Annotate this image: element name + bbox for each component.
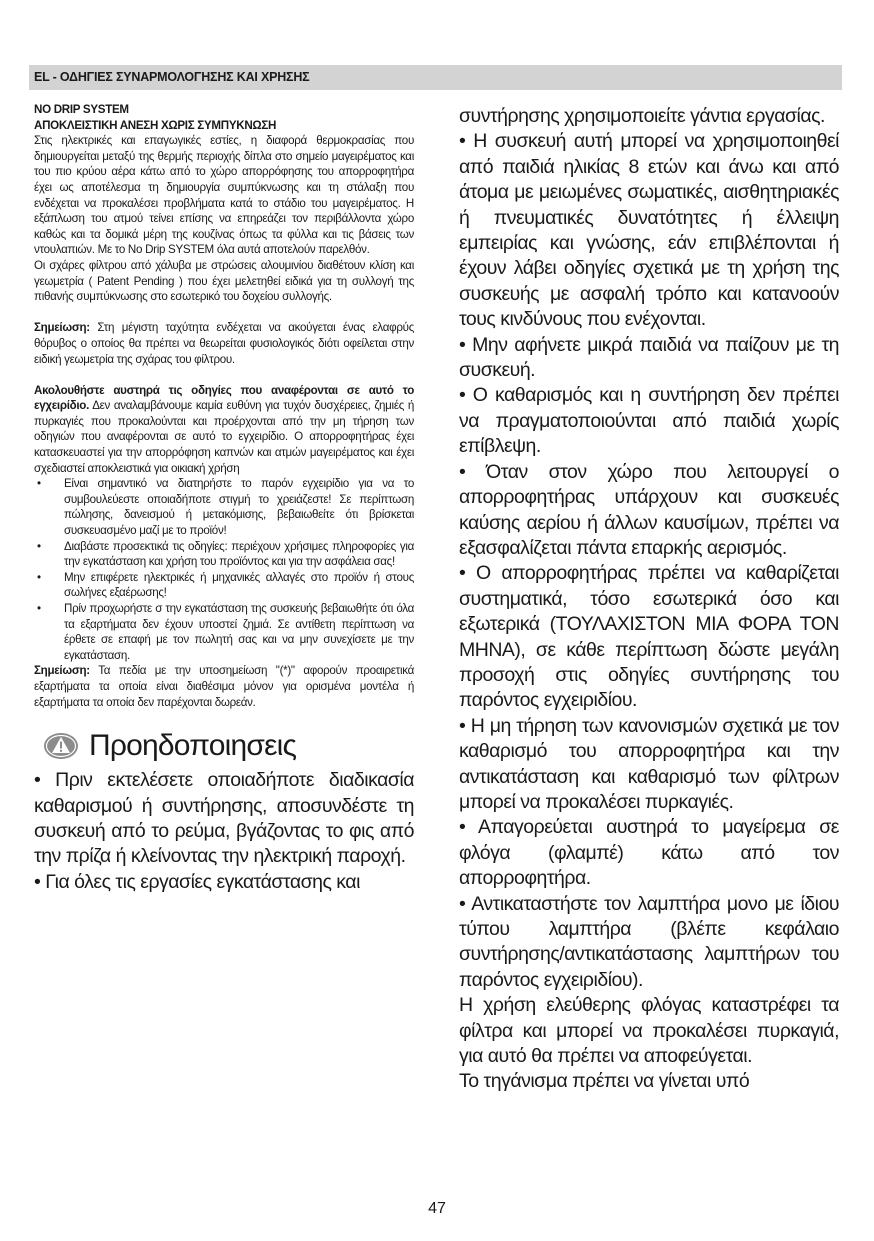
noise-note-text: Στη μέγιστη ταχύτητα ενδέχεται να ακούγεται ένας ελαφρύς θόρυβος ο οποίος θα πρέπει να θεωρείται φυσιολογικός διότι οφείλεται στην ειδική γεωμετρία της σχάρας του φίλτρου. [34,321,414,366]
warning-paragraph: • Ο απορροφητήρας πρέπει να καθαρίζεται συστηματικά, τόσο εσωτερικά όσο και εξωτερικά (ΤΟΥΛΑΧΙΣΤΟΝ ΜΙΑ ΦΟΡΑ ΤΟΝ ΜΗΝΑ), σε κάθε περίπτωση δώστε μεγάλη προσοχή στις οδηγίες συντήρησης του παρόντος εγχειριδίου. [459,562,839,712]
system-title: NO DRIP SYSTEM [34,103,129,116]
optional-parts-note-label: Σημείωση: [34,664,90,678]
optional-parts-note [34,663,414,710]
warnings-title: Προηδοποιησεις [89,729,297,763]
list-item [34,601,414,663]
follow-instructions-bold: Ακολουθήστε αυστηρά τις οδηγίες που αναφέρονται σε αυτό το εγχειρίδιο. [34,383,414,413]
warning-paragraph: • Αντικαταστήστε τον λαμπτήρα μονο με ίδιου τύπου λαμπτήρα (βλέπε κεφάλαιο συντήρησης/αντικατάστασης λαμπτήρων του παρόντος εγχειριδίου). [459,892,839,991]
list-item-text: Διαβάστε προσεκτικά τις οδηγίες: περιέχουν χρήσιμες πληροφορίες για την εγκατάσταση και χρήση του προϊόντος και για την ασφάλεια σας! [64,539,414,569]
right-column [459,104,839,1095]
left-column [34,102,414,895]
optional-parts-note-text: Τα πεδία με την υποσημείωση "(*)" αφορούν προαιρετικά εξαρτήματα τα οποία είναι διαθέσιμα μόνον για ορισμένα μοντέλα ή εξαρτήματα τα οποία δεν παρέχονται δωρεάν. [34,664,414,709]
warning-gloves-paragraph: • Για όλες τις εργασίες εγκατάστασης και [34,870,360,893]
noise-note-label: Σημείωση: [34,321,90,335]
warning-icon [43,732,79,760]
warning-paragraph: συντήρησης χρησιμοποιείτε γάντια εργασίας. [459,105,825,127]
warning-paragraph: Το τηγάνισμα πρέπει να γίνεται υπό [459,1070,750,1093]
warning-paragraph: Η χρήση ελεύθερης φλόγας καταστρέφει τα φίλτρα και μπορεί να προκαλέσει πυρκαγιά, για αυτό θα πρέπει να αποφεύγεται. [459,994,839,1068]
warning-paragraph: • Η συσκευή αυτή μπορεί να χρησιμοποιηθεί από παιδιά ηλικίας 8 ετών και άνω και από άτομα με μειωμένες σωματικές, αισθητηριακές ή πνευματικές δυνατότητες ή έλλειψη εμπειρίας και γνώσης, εάν επιβλέπονται ή έχουν λάβει οδηγίες σχετικά με τη χρήση της συσκευής με ασφαλή τρόπο και κατανοούν τους κινδύνους που ενέχονται. [459,130,839,331]
bullet-icon: • [37,539,41,553]
warnings-body-left [34,768,414,895]
section-header-title: EL - ΟΔΗΓΙΕΣ ΣΥΝΑΡΜΟΛΟΓΗΣΗΣ ΚΑΙ ΧΡΗΣΗΣ [34,70,310,84]
list-item-text: Είναι σημαντικό να διατηρήστε το παρόν εγχειρίδιο για να το συμβουλεύεστε οποιαδήποτε στιγμή το χρειάζεστε! Σε περίπτωση πώλησης, δανεισμού ή μετακόμισης, βεβαιωθείτε ότι βρίσκεται συσκευασμένο μαζί με το προϊόν! [64,477,414,538]
list-item [34,539,414,570]
warning-paragraph: • Όταν στον χώρο που λειτουργεί ο απορροφητήρας υπάρχουν και συσκευές καύσης αερίου ή άλλων καυσίμων, πρέπει να εξασφαλίζεται πάντα επαρκής αερισμός. [459,460,839,559]
warning-paragraph: • Μην αφήνετε μικρά παιδιά να παίζουν με τη συσκευή. [459,333,839,382]
bullet-icon: • [37,602,41,615]
condensation-paragraph: Στις ηλεκτρικές και επαγωγικές εστίες, η διαφορά θερμοκρασίας που δημιουργείται μεταξύ της θερμής περιοχής δίπλα στο σημείο μαγειρέματος και του πιο κρύου αέρα κάτω από το χώρο απορρόφησης του απορροφητήρα έχει ως αποτέλεσμα τη δημιουργία συμπύκνωσης και τη στάλαξη που ενδέχεται να προκαλέσει προβλήματα κατά το στάδιο του μαγειρέματος. Η εξάπλωση του ατμού τείνει επίσης να επηρεάζει τον περιβάλλοντα χώρο καθώς και τα δομικά μέρη της κουζίνας όπως τα φύλλα και τις βάσεις των ντουλαπιών. Με το No Drip SYSTEM όλα αυτά αποτελούν παρελθόν. [34,134,414,257]
warning-paragraph: • Απαγορεύεται αυστηρά το μαγείρεμα σε φλόγα (φλαμπέ) κάτω από τον απορροφητήρα. [459,816,839,890]
filter-grid-paragraph: Οι σχάρες φίλτρου από χάλυβα με στρώσεις αλουμινίου διαθέτουν κλίση και γεωμετρία ( Patent Pending ) που έχει μελετηθεί ειδικά για τη συλλογή της πιθανής συμπύκνωσης στο εσωτερικό του δοχείου συλλογής. [34,258,414,304]
list-item [34,476,414,538]
safety-bullet-list [34,476,414,663]
bullet-icon: • [37,570,41,584]
warning-unplug-paragraph: • Πριν εκτελέσετε οποιαδήποτε διαδικασία καθαρισμού ή συντήρησης, αποσυνδέστε τη συσκευή από το ρεύμα, βγάζοντας το φις από την πρίζα ή κλείνοντας την ηλεκτρική παροχή. [34,769,414,868]
list-item [34,570,414,601]
list-item-text: Μην επιφέρετε ηλεκτρικές ή μηχανικές αλλαγές στο προϊόν ή στους σωλήνες εξαέρωσης! [64,570,414,600]
list-item-text: Πρίν προχωρήστε σ την εγκατάσταση της συσκευής βεβαιωθήτε ότι όλα τα εξαρτήματα δεν έχουν υποστεί ζημιά. Σε αντίθετη περίπτωση να έρθετε σε επαφή με τον πωλητή σας και να μην συνεχίσετε με την εγκατάσταση. [64,602,414,662]
page-number: 47 [428,1200,446,1217]
bullet-icon: • [37,477,41,491]
noise-note [34,320,414,367]
system-subtitle: ΑΠΟΚΛΕΙΣΤΙΚΗ ΑΝΕΣΗ ΧΩΡΙΣ ΣΥΜΠΥΚΝΩΣΗ [34,118,277,132]
follow-instructions-text: Δεν αναλαμβάνουμε καμία ευθύνη για τυχόν δυσχέρειες, ζημιές ή πυρκαγιές που προκαλούνται και προέρχονται από την μη τήρηση των οδηγιών που αναφέρονται σε αυτό το εγχειρίδιο. Ο απορροφητήρας έχει κατασκευαστεί για την απορρόφηση καπνών και ατμών μαγειρέματος και έχει σχεδιαστεί αποκλειστικά για οικιακή χρήση [34,399,414,475]
warnings-heading [34,724,414,768]
warning-paragraph: • Η μη τήρηση των κανονισμών σχετικά με τον καθαρισμό του απορροφητήρα και την αντικατάσταση και καθαρισμό των φίλτρων μπορεί να προκαλέσει πυρκαγιές. [459,714,839,813]
follow-instructions-paragraph [34,383,414,477]
warning-paragraph: • Ο καθαρισμός και η συντήρηση δεν πρέπει να πραγματοποιούνται από παιδιά χωρίς επίβλεψη. [459,384,839,458]
section-header [29,65,842,90]
